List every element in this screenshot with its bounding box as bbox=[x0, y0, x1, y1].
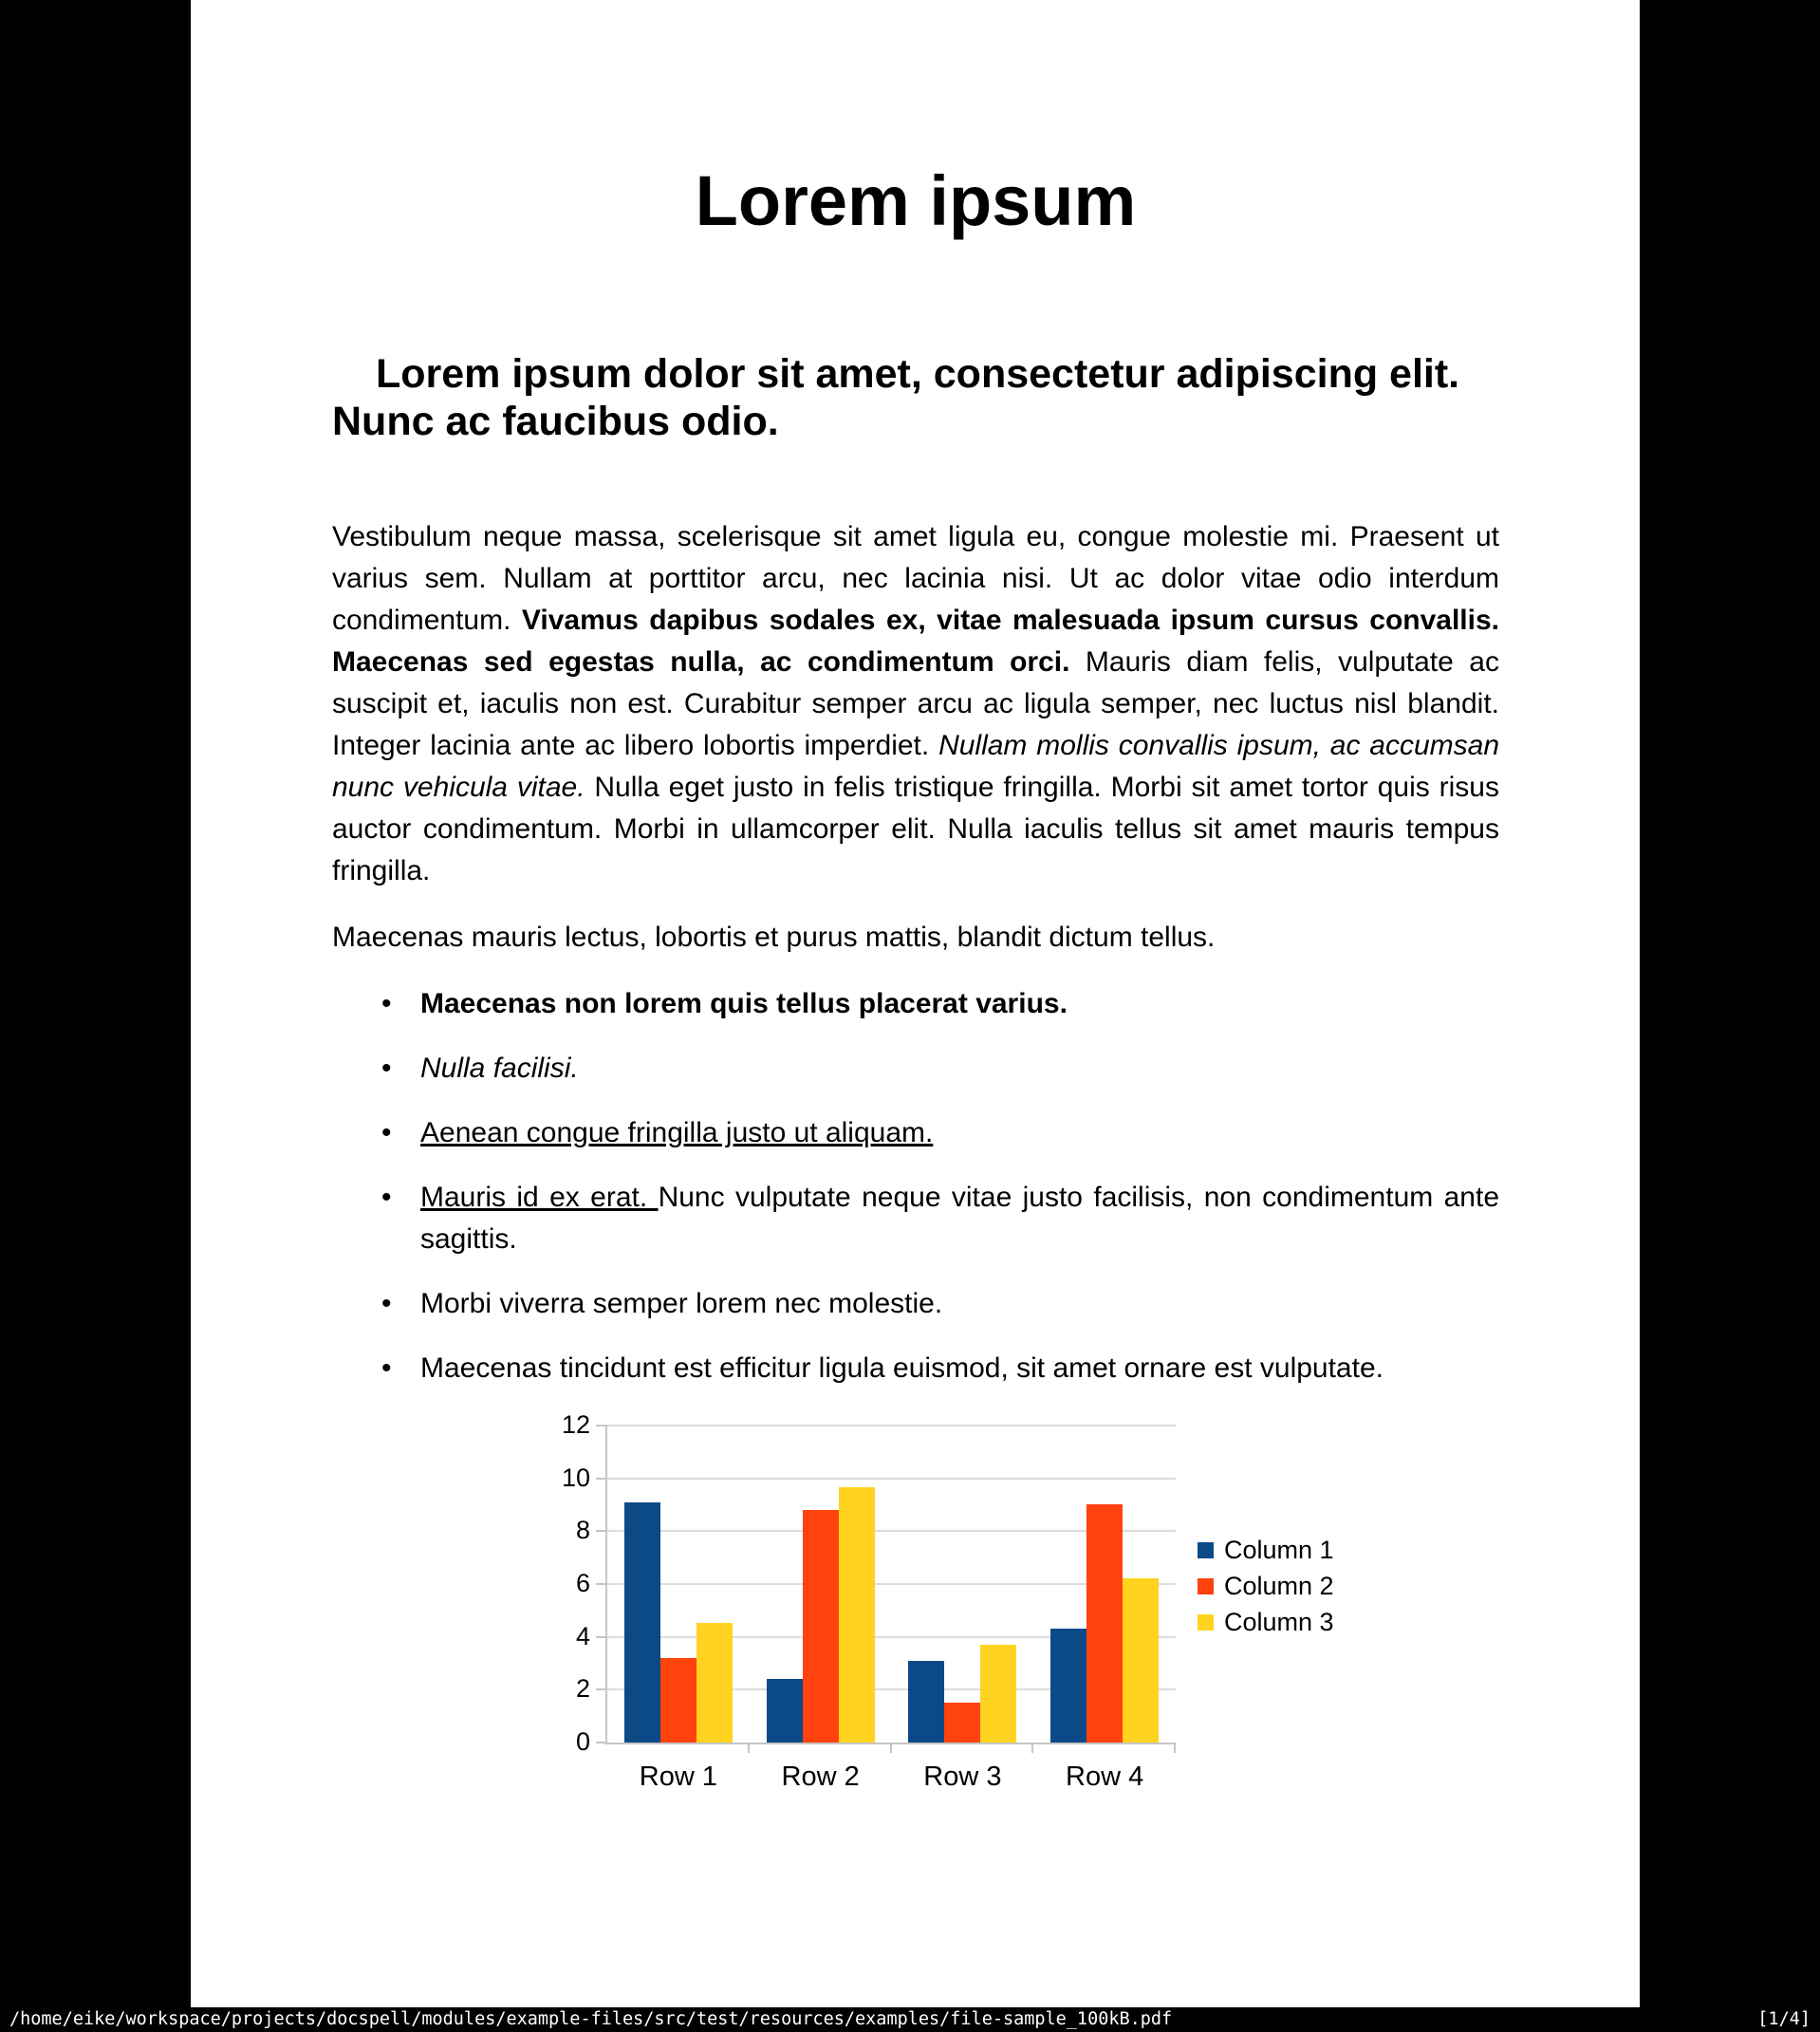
page-indicator: [1/4] bbox=[1757, 2009, 1811, 2029]
text-run-normal: Vestibulum neque massa, scelerisque sit amet ligula eu, congue molestie mi. Praesent ut varius sem. Nullam at porttitor arcu, nec lacinia nisi. Ut ac dolor vitae odio interdum condimentum. bbox=[332, 521, 1499, 636]
bullet-marker: • bbox=[381, 1117, 392, 1148]
bar-column-2-row-3 bbox=[944, 1703, 980, 1743]
y-axis-tick bbox=[596, 1742, 607, 1743]
y-axis-tick bbox=[596, 1688, 607, 1690]
text-run-normal: Maecenas tincidunt est efficitur ligula euismod, sit amet ornare est vulputate. bbox=[420, 1352, 1384, 1384]
bar-column-2-row-4 bbox=[1086, 1504, 1123, 1743]
bar-column-1-row-2 bbox=[767, 1679, 803, 1743]
text-run-normal: Morbi viverra semper lorem nec molestie. bbox=[420, 1288, 943, 1319]
text-run-bold: Maecenas non lorem quis tellus placerat varius. bbox=[420, 988, 1068, 1019]
legend-label: Column 1 bbox=[1224, 1536, 1334, 1564]
bullet-marker: • bbox=[381, 988, 392, 1019]
file-path: /home/eike/workspace/projects/docspell/modules/example-files/src/test/resources/examples/file-sample_100kB.pdf bbox=[9, 2009, 1173, 2029]
y-axis-label: 0 bbox=[575, 1727, 590, 1756]
document-title: Lorem ipsum bbox=[695, 161, 1137, 240]
bullet-marker: • bbox=[381, 1288, 392, 1319]
x-axis-label: Row 3 bbox=[923, 1762, 1002, 1792]
bar-column-1-row-1 bbox=[624, 1502, 660, 1743]
text-run-normal: Nulla eget justo in felis tristique fringilla. Morbi sit amet tortor quis risus auctor condimentum. Morbi in ullamcorper elit. Nulla iaculis tellus sit amet mauris tempus fringilla. bbox=[332, 772, 1499, 886]
x-axis-tick bbox=[890, 1743, 892, 1753]
paragraph-2: Maecenas mauris lectus, lobortis et purus mattis, blandit dictum tellus. bbox=[332, 922, 1216, 953]
bullet-list bbox=[332, 983, 1499, 1389]
statusbar bbox=[0, 2007, 1820, 2032]
list-item-text bbox=[420, 1053, 579, 1084]
bar-column-3-row-1 bbox=[696, 1623, 733, 1743]
legend-item bbox=[1198, 1608, 1334, 1636]
bar-column-3-row-3 bbox=[980, 1645, 1016, 1743]
x-axis-label: Row 1 bbox=[639, 1762, 717, 1792]
list-item bbox=[332, 1348, 1499, 1389]
bar-column-2-row-2 bbox=[803, 1510, 839, 1743]
y-axis-label: 6 bbox=[575, 1569, 590, 1597]
y-axis-tick bbox=[596, 1636, 607, 1638]
y-axis-label: 4 bbox=[575, 1621, 590, 1650]
legend-item bbox=[1198, 1572, 1334, 1600]
list-item-text bbox=[420, 1182, 1499, 1255]
y-axis-label: 2 bbox=[575, 1674, 590, 1704]
bar-column-3-row-2 bbox=[839, 1487, 875, 1743]
text-run-normal: Nunc vulputate neque vitae justo facilisis, non condimentum ante sagittis. bbox=[420, 1182, 1500, 1255]
bar-column-1-row-4 bbox=[1050, 1629, 1086, 1743]
y-axis-tick bbox=[596, 1478, 607, 1480]
x-axis-label: Row 4 bbox=[1066, 1762, 1144, 1792]
text-run-underline: Mauris id ex erat. bbox=[420, 1182, 659, 1213]
y-axis-tick bbox=[596, 1583, 607, 1585]
legend-swatch bbox=[1198, 1542, 1214, 1558]
list-item-text bbox=[420, 1288, 942, 1319]
paragraph-1 bbox=[332, 516, 1499, 892]
bullet-marker: • bbox=[381, 1053, 392, 1084]
text-run-italic: Nullam mollis convallis ipsum, ac accumsan nunc vehicula vitae. bbox=[332, 730, 1499, 803]
legend-swatch bbox=[1198, 1614, 1214, 1631]
chart-legend bbox=[1198, 1536, 1334, 1644]
bar-column-3-row-4 bbox=[1123, 1578, 1159, 1743]
bullet-marker: • bbox=[381, 1352, 392, 1384]
list-item-text bbox=[420, 1117, 933, 1148]
legend-swatch bbox=[1198, 1578, 1214, 1594]
x-axis-label: Row 2 bbox=[781, 1762, 860, 1792]
y-axis-tick bbox=[596, 1425, 607, 1426]
list-item bbox=[332, 1177, 1499, 1260]
y-axis-tick bbox=[596, 1530, 607, 1532]
list-item-text bbox=[420, 988, 1068, 1019]
list-item bbox=[332, 1112, 1499, 1154]
y-axis-label: 10 bbox=[561, 1463, 590, 1492]
legend-label: Column 2 bbox=[1224, 1572, 1334, 1600]
bar-column-1-row-3 bbox=[908, 1661, 944, 1743]
y-axis-label: 12 bbox=[561, 1410, 590, 1439]
bar-chart bbox=[332, 1412, 1499, 1803]
legend-item bbox=[1198, 1536, 1334, 1564]
list-item bbox=[332, 1048, 1499, 1090]
chart-plot-area bbox=[561, 1410, 1176, 1792]
document-subheading: Lorem ipsum dolor sit amet, consectetur adipiscing elit. Nunc ac faucibus odio. bbox=[332, 351, 1460, 444]
bar-column-2-row-1 bbox=[660, 1658, 696, 1743]
gridline bbox=[607, 1425, 1176, 1426]
x-axis-tick bbox=[1031, 1743, 1033, 1753]
text-run-italic: Nulla facilisi. bbox=[420, 1053, 579, 1084]
list-item bbox=[332, 983, 1499, 1025]
bullet-marker: • bbox=[381, 1182, 392, 1213]
text-run-normal: Mauris diam felis, vulputate ac suscipit et, iaculis non est. Curabitur semper arcu ac ligula semper, nec luctus nisl blandit. Integer lacinia ante ac libero lobortis imperdiet. bbox=[332, 646, 1499, 761]
legend-label: Column 3 bbox=[1224, 1608, 1334, 1636]
gridline bbox=[607, 1478, 1176, 1480]
x-axis-tick bbox=[748, 1743, 750, 1753]
y-axis-label: 8 bbox=[575, 1516, 590, 1545]
text-run-underline: Aenean congue fringilla justo ut aliquam. bbox=[420, 1117, 934, 1148]
x-axis-tick bbox=[1174, 1743, 1176, 1753]
text-run-bold: Vivamus dapibus sodales ex, vitae malesuada ipsum cursus convallis. Maecenas sed egestas nulla, ac condimentum orci. bbox=[332, 605, 1499, 678]
list-item-text bbox=[420, 1352, 1384, 1384]
pdf-page bbox=[191, 0, 1640, 2007]
list-item bbox=[332, 1283, 1499, 1325]
